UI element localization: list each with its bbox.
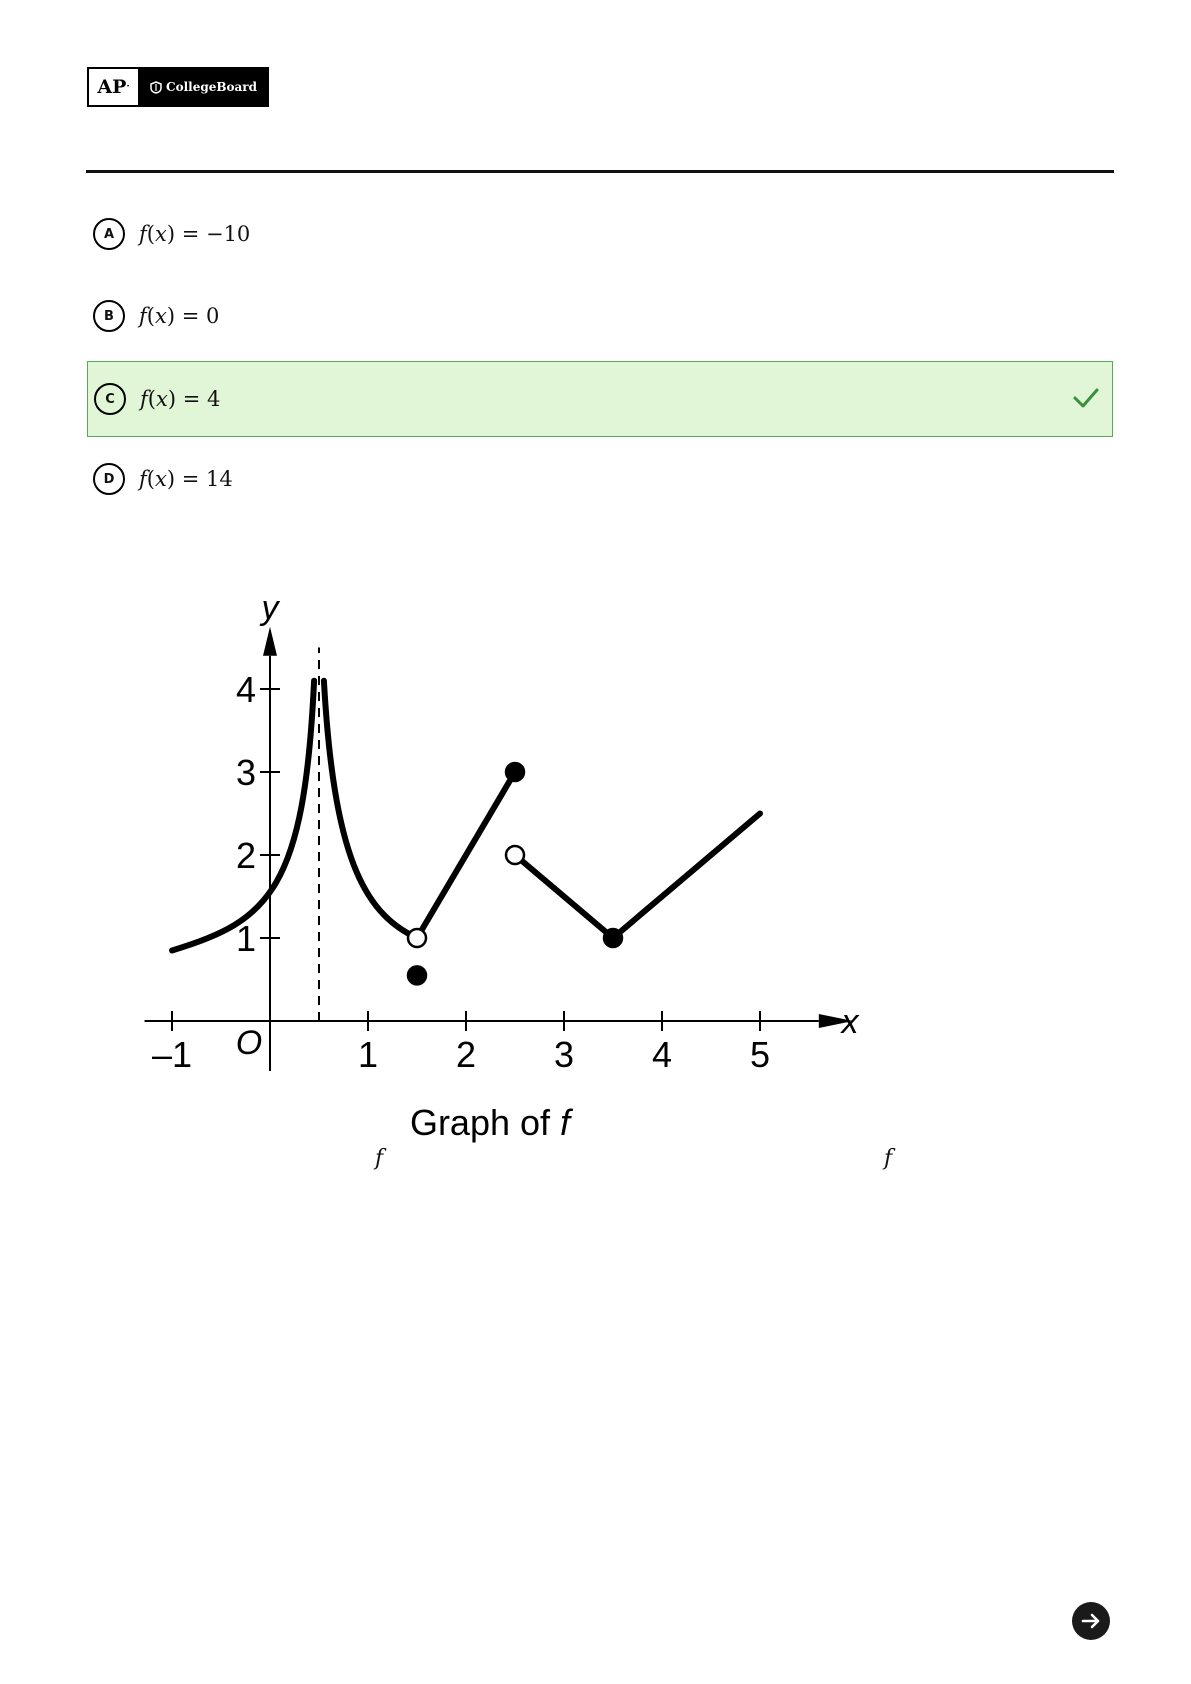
choice-value: −10 xyxy=(205,222,251,246)
closed-point xyxy=(408,966,426,984)
graph-curve xyxy=(324,681,417,938)
y-tick-label: 2 xyxy=(235,835,256,876)
choice-variable: x xyxy=(154,304,167,328)
choice-variable: x xyxy=(154,222,167,246)
next-button[interactable] xyxy=(1072,1602,1110,1640)
x-axis-label: x xyxy=(841,1003,859,1041)
y-tick-label: 3 xyxy=(235,752,256,793)
graph-caption-prefix: Graph of xyxy=(409,1102,561,1143)
closed-point xyxy=(604,929,622,947)
open-point xyxy=(506,846,524,864)
y-tick-label: 4 xyxy=(235,669,256,710)
choice-expression: f(x) = 14 xyxy=(139,467,233,491)
x-tick-label: 5 xyxy=(749,1034,771,1075)
x-tick-label: 3 xyxy=(553,1034,575,1075)
choice-function-name: f xyxy=(139,304,147,328)
x-tick-label: 2 xyxy=(455,1034,477,1075)
graph-curve xyxy=(515,855,613,938)
choice-value: 0 xyxy=(205,304,220,328)
choice-function-name: f xyxy=(139,222,147,246)
choice-letter-badge: D xyxy=(93,463,125,495)
open-point xyxy=(408,929,426,947)
choice-variable: x xyxy=(154,467,167,491)
graph-curve xyxy=(417,772,515,938)
choice-expression: f(x) = 4 xyxy=(140,387,221,411)
graph-curve xyxy=(172,681,314,951)
choice-function-name: f xyxy=(139,467,147,491)
choice-expression: f(x) = 0 xyxy=(139,304,220,328)
ap-logo-mark: · xyxy=(126,82,130,92)
choice-value: 14 xyxy=(205,467,233,491)
x-tick-label: –1 xyxy=(151,1034,193,1075)
stray-function-label: f xyxy=(884,1146,893,1171)
choice-value: 4 xyxy=(206,387,221,411)
graph-curve xyxy=(613,814,760,939)
graph-caption-function: f xyxy=(560,1102,571,1143)
x-tick-label: 1 xyxy=(357,1034,379,1075)
choice-variable: x xyxy=(155,387,168,411)
collegeboard-logo-text: CollegeBoard xyxy=(166,80,257,94)
graph-caption xyxy=(410,1102,574,1143)
stray-function-label: f xyxy=(375,1146,384,1171)
origin-label: O xyxy=(235,1024,263,1062)
y-axis-arrow xyxy=(263,627,277,656)
y-tick-label: 1 xyxy=(235,918,256,959)
choice-function-name: f xyxy=(140,387,148,411)
choice-expression: f(x) = −10 xyxy=(139,222,251,246)
choice-letter-badge: B xyxy=(93,300,125,332)
x-tick-label: 4 xyxy=(651,1034,673,1075)
arrow-right-icon xyxy=(1079,1609,1103,1633)
choice-letter-badge: A xyxy=(93,218,125,250)
choice-letter-badge: C xyxy=(94,383,126,415)
ap-logo-text: AP xyxy=(97,76,127,98)
closed-point xyxy=(506,763,524,781)
y-axis-label: y xyxy=(261,589,279,627)
